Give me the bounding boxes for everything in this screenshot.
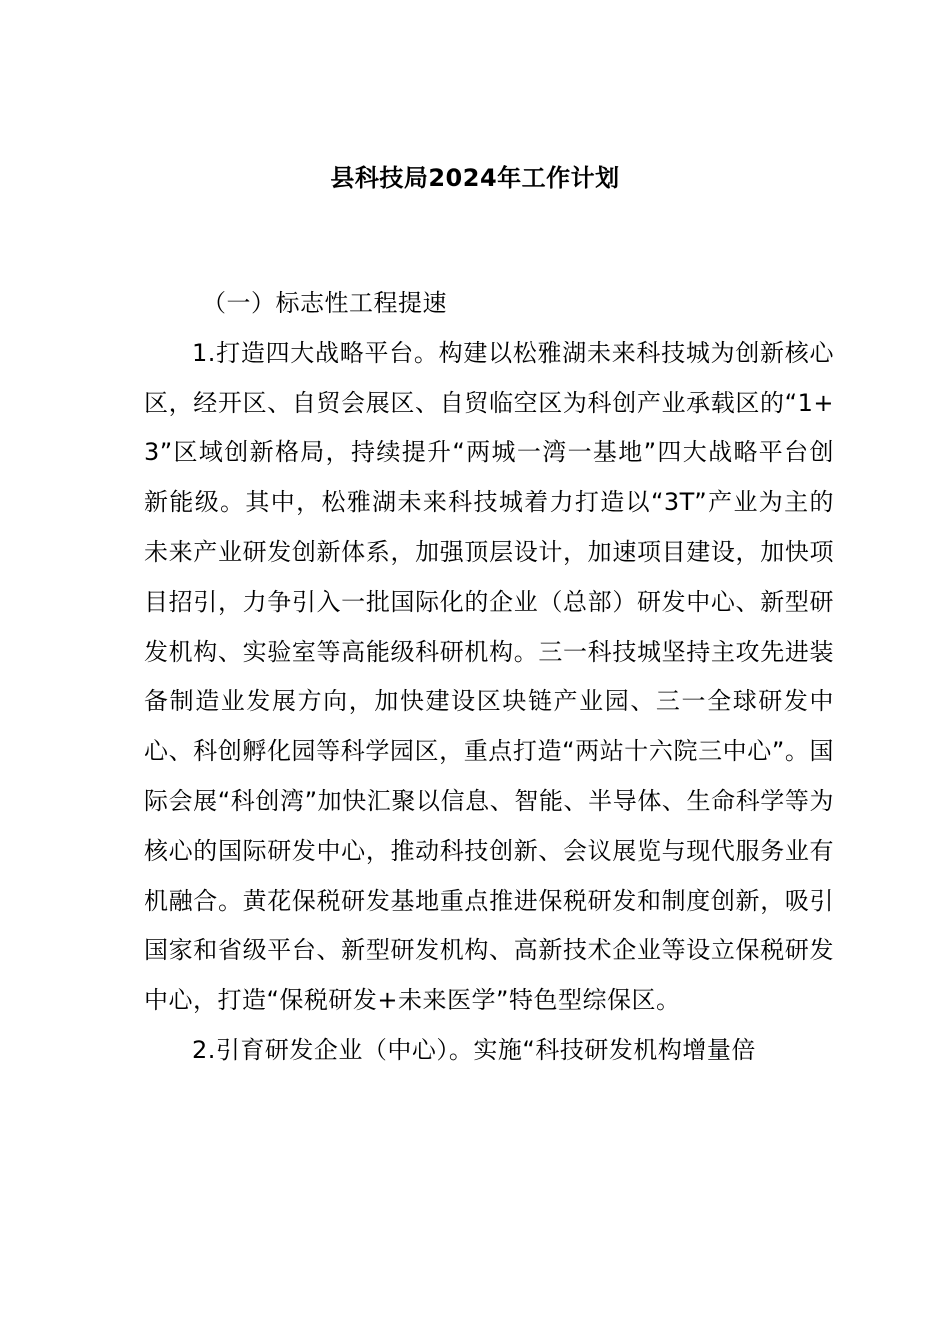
body-paragraph: 2.引育研发企业（中心）。实施“科技研发机构增量倍: [192, 1035, 756, 1064]
section-heading: （一）标志性工程提速: [202, 289, 447, 317]
document-body: [144, 279, 834, 1076]
document-title: 县科技局2024年工作计划: [330, 164, 620, 192]
body-paragraph: 1.打造四大战略平台。构建以松雅湖未来科技城为创新核心区，经开区、自贸会展区、自贸临空区为科创产业承载区的“1+3”区域创新格局，持续提升“两城一湾一基地”四大战略平台创新能级。其中，松雅湖未来科技城着力打造以“3T”产业为主的未来产业研发创新体系，加强顶层设计，加速项目建设，加快项目招引，力争引入一批国际化的企业（总部）研发中心、新型研发机构、实验室等高能级科研机构。三一科技城坚持主攻先进装备制造业发展方向，加快建设区块链产业园、三一全球研发中心、科创孵化园等科学园区，重点打造“两站十六院三中心”。国际会展“科创湾”加快汇聚以信息、智能、半导体、生命科学等为核心的国际研发中心，推动科技创新、会议展览与现代服务业有机融合。黄花保税研发基地重点推进保税研发和制度创新，吸引国家和省级平台、新型研发机构、高新技术企业等设立保税研发中心，打造“保税研发+未来医学”特色型综保区。: [144, 338, 834, 1015]
